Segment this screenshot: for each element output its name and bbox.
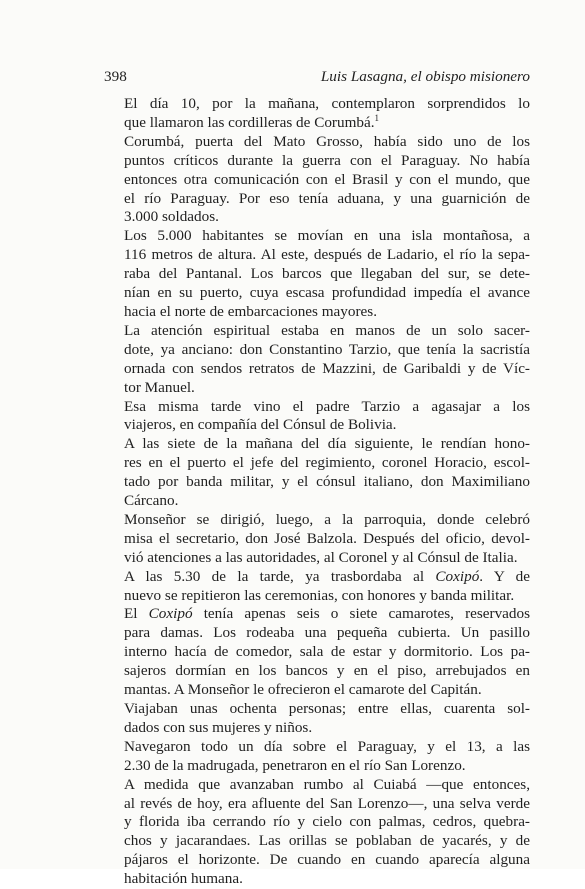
text-line: Corumbá, puerta del Mato Grosso, había sido uno de los [124,132,530,150]
page-header [104,68,530,86]
text-line-content: que llamaron las cordilleras de Corumbá. [124,113,375,131]
text-fragment: El [124,605,149,623]
text-line: Los 5.000 habitantes se movían en una isla montañosa, a [124,227,530,245]
text-line: vió atenciones a las autoridades, al Coronel y al Cónsul de Italia. [124,548,518,566]
text-line: hacia el norte de embarcaciones mayores. [124,302,377,320]
text-line [104,114,530,133]
paragraph [104,511,530,568]
paragraph [104,227,530,322]
text-line [104,605,530,624]
text-line: tado por banda militar, y el cónsul italiano, don Maximiliano [124,473,530,491]
text-line: interno hacía de comedor, sala de estar y dormitorio. Los pa- [124,643,530,661]
text-fragment: tenía apenas seis o siete camarotes, reservados [192,605,531,623]
text-line: tor Manuel. [124,378,195,396]
text-line: A medida que avanzaban rumbo al Cuiabá —que entonces, [124,775,530,793]
text-line: chos y jacarandaes. Las orillas se poblaban de yacarés, y de [124,832,530,850]
text-line: Navegaron todo un día sobre el Paraguay, y el 13, a las [124,737,530,755]
text-line: Monseñor se dirigió, luego, a la parroquia, donde celebró [124,510,530,528]
text-line: La atención espiritual estaba en manos de un solo sacer- [124,321,530,339]
paragraph [104,776,530,889]
running-title: Luis Lasagna, el obispo misionero [320,68,530,85]
text-line: puntos críticos durante la guerra con el Paraguay. No había [124,151,530,169]
text-line: al revés de hoy, era afluente del San Lorenzo—, una selva verde [124,794,530,812]
text-line: misa el secretario, don José Balzola. Después del oficio, devol- [124,529,530,547]
text-line: viajeros, en compañía del Cónsul de Bolivia. [124,416,397,434]
text-line: ornada con sendos retratos de Mazzini, de Garibaldi y de Víc- [124,359,530,377]
text-line: Cárcano. [124,492,179,510]
paragraph [104,322,530,398]
vessel-name: Coxipó [148,605,193,623]
paragraph [104,738,530,776]
text-line: raba del Pantanal. Los barcos que llegaban del sur, se dete- [124,265,530,283]
body-text [104,95,530,889]
text-line: 2.30 de la madrugada, penetraron en el río San Lorenzo. [124,756,466,774]
text-line: 3.000 soldados. [124,208,219,226]
paragraph [104,700,530,738]
text-line: dados con sus mujeres y niños. [124,718,313,736]
text-line: Viajaban unas ochenta personas; entre ellas, cuarenta sol- [124,700,530,717]
text-line: mantas. A Monseñor le ofrecieron el camarote del Capitán. [124,681,482,699]
text-line: El día 10, por la mañana, contemplaron sorprendidos lo [124,95,530,112]
paragraph [104,568,530,606]
text-line: 116 metros de altura. Al este, después de Ladario, el río la sepa- [124,246,530,264]
text-line: habitación humana. [124,870,243,888]
text-line: nían en su puerto, cuya escasa profundidad impedía el avance [124,284,530,302]
paragraph [104,398,530,436]
text-line: entonces otra comunicación con el Brasil y con el mundo, que [124,170,530,188]
text-line: nuevo se repitieron las ceremonias, con honores y banda militar. [124,586,515,604]
text-line: pájaros el horizonte. De cuando en cuando aparecía alguna [124,851,530,869]
page-number: 398 [104,68,127,85]
paragraph [104,435,530,511]
text-line: res en el puerto el jefe del regimiento, coronel Horacio, escol- [124,454,530,472]
paragraph [104,605,530,700]
text-line: Esa misma tarde vino el padre Tarzio a agasajar a los [124,397,530,415]
text-line: y florida iba cerrando río y cielo con palmas, cedros, quebra- [124,813,530,831]
text-line: sajeros dormían en los bancos y en el piso, arrebujados en [124,662,530,680]
text-line: el río Paraguay. Por eso tenía aduana, y una guarnición de [124,189,530,207]
text-line: A las siete de la mañana del día siguiente, le rendían hono- [124,435,530,453]
paragraph [104,95,530,133]
vessel-name: Coxipó [435,567,480,585]
paragraph [104,133,530,228]
text-fragment: A las 5.30 de la tarde, ya trasbordaba al [124,567,436,585]
footnote-marker: 1 [374,112,380,123]
text-line: para damas. Los rodeaba una pequeña cubierta. Un pasillo [124,624,530,642]
text-fragment: . Y de [479,567,530,585]
text-line: dote, ya anciano: don Constantino Tarzio, que tenía la sacristía [124,340,530,358]
text-line [104,568,530,587]
